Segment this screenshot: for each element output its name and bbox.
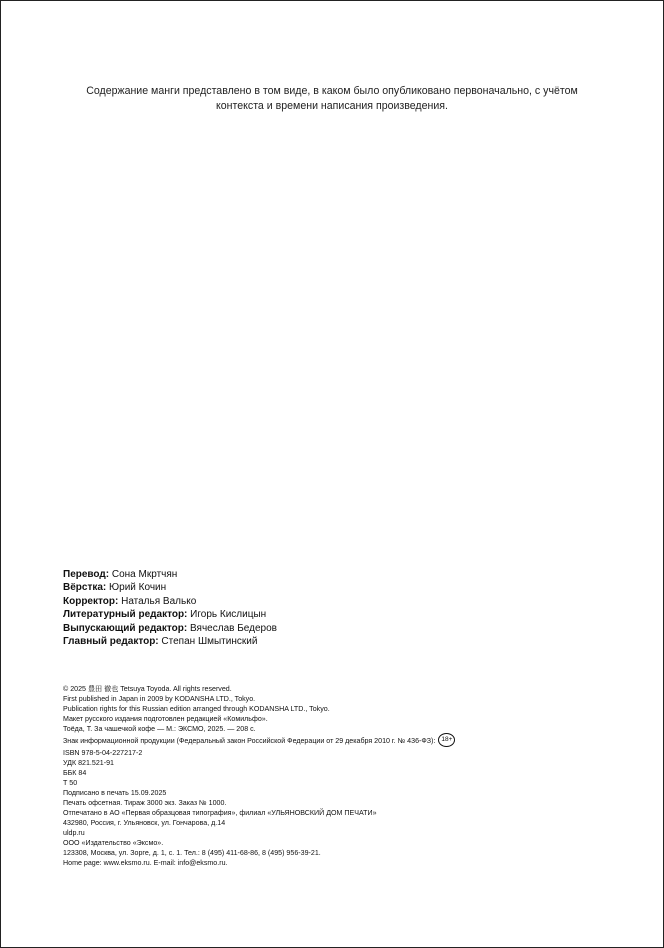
credit-value: Вячеслав Бедеров bbox=[189, 622, 277, 634]
credit-translator bbox=[63, 568, 277, 581]
credit-label: Корректор: bbox=[63, 595, 119, 607]
contacts-line: Home page: www.eksmo.ru. E-mail: info@eksmo.ru. bbox=[63, 859, 228, 867]
first-published-line: First published in Japan in 2009 by KODANSHA LTD., Tokyo. bbox=[63, 695, 256, 703]
udk-line: УДК 821.521-91 bbox=[63, 759, 114, 767]
credit-value: Юрий Кочин bbox=[109, 582, 167, 594]
publisher-line: ООО «Издательство «Эксмо». bbox=[63, 839, 164, 847]
credit-label: Вёрстка: bbox=[63, 582, 107, 594]
notice-line-1: Содержание манги представлено в том виде, в каком было опубликовано первоначально, с учётом bbox=[86, 85, 578, 97]
print-info-line: Печать офсетная. Тираж 3000 экз. Заказ № 1000. bbox=[63, 799, 227, 807]
age-rating-badge: 18+ bbox=[438, 733, 455, 747]
credit-label: Выпускающий редактор: bbox=[63, 622, 188, 634]
credit-label: Главный редактор: bbox=[63, 636, 159, 648]
bbk-line: ББК 84 bbox=[63, 769, 87, 777]
credit-value: Сона Мкртчян bbox=[111, 569, 178, 580]
code-line: Т 50 bbox=[63, 779, 78, 787]
imprint-block bbox=[63, 684, 623, 868]
credit-layout bbox=[63, 581, 277, 594]
credit-value: Игорь Кислицын bbox=[190, 609, 267, 621]
content-notice bbox=[41, 84, 623, 114]
signed-line: Подписано в печать 15.09.2025 bbox=[63, 789, 167, 797]
credit-managing-editor bbox=[63, 622, 277, 635]
notice-line-2: контекста и времени написания произведения. bbox=[216, 100, 448, 112]
copyright-line: © 2025 豊田 徹也 Tetsuya Toyoda. All rights reserved. bbox=[63, 685, 232, 693]
printer-site-line: uldp.ru bbox=[63, 829, 85, 837]
credit-value: Степан Шмытинский bbox=[161, 636, 258, 648]
printer-address-line: 432980, Россия, г. Ульяновск, ул. Гончарова, д.14 bbox=[63, 819, 226, 827]
citation-line: Тоёда, Т. За чашечкой кофе — М.: ЭКСМО, 2025. — 208 с. bbox=[63, 725, 256, 733]
info-sign-text: Знак информационной продукции (Федеральный закон Российской Федерации от 29 декабря 2010 г. № 436-ФЗ): bbox=[63, 736, 436, 745]
isbn-line: ISBN 978-5-04-227217-2 bbox=[63, 749, 143, 757]
credit-proofreader bbox=[63, 595, 277, 608]
layout-line: Макет русского издания подготовлен редакцией «Комильфо». bbox=[63, 715, 268, 723]
credit-value: Наталья Валько bbox=[121, 595, 197, 607]
printed-at-line: Отпечатано в АО «Первая образцовая типография», филиал «УЛЬЯНОВСКИЙ ДОМ ПЕЧАТИ» bbox=[63, 809, 377, 817]
publication-rights-line: Publication rights for this Russian edition arranged through KODANSHA LTD., Tokyo. bbox=[63, 705, 330, 713]
credit-literary-editor bbox=[63, 608, 277, 621]
credit-label: Литературный редактор: bbox=[63, 609, 188, 621]
credits-block bbox=[63, 568, 277, 648]
publisher-address-line: 123308, Москва, ул. Зорге, д. 1, с. 1. Тел.: 8 (495) 411-68-86, 8 (495) 956-39-21. bbox=[63, 849, 321, 857]
credit-label: Перевод: bbox=[63, 569, 110, 580]
info-sign-line bbox=[63, 734, 623, 748]
credit-chief-editor bbox=[63, 635, 277, 648]
